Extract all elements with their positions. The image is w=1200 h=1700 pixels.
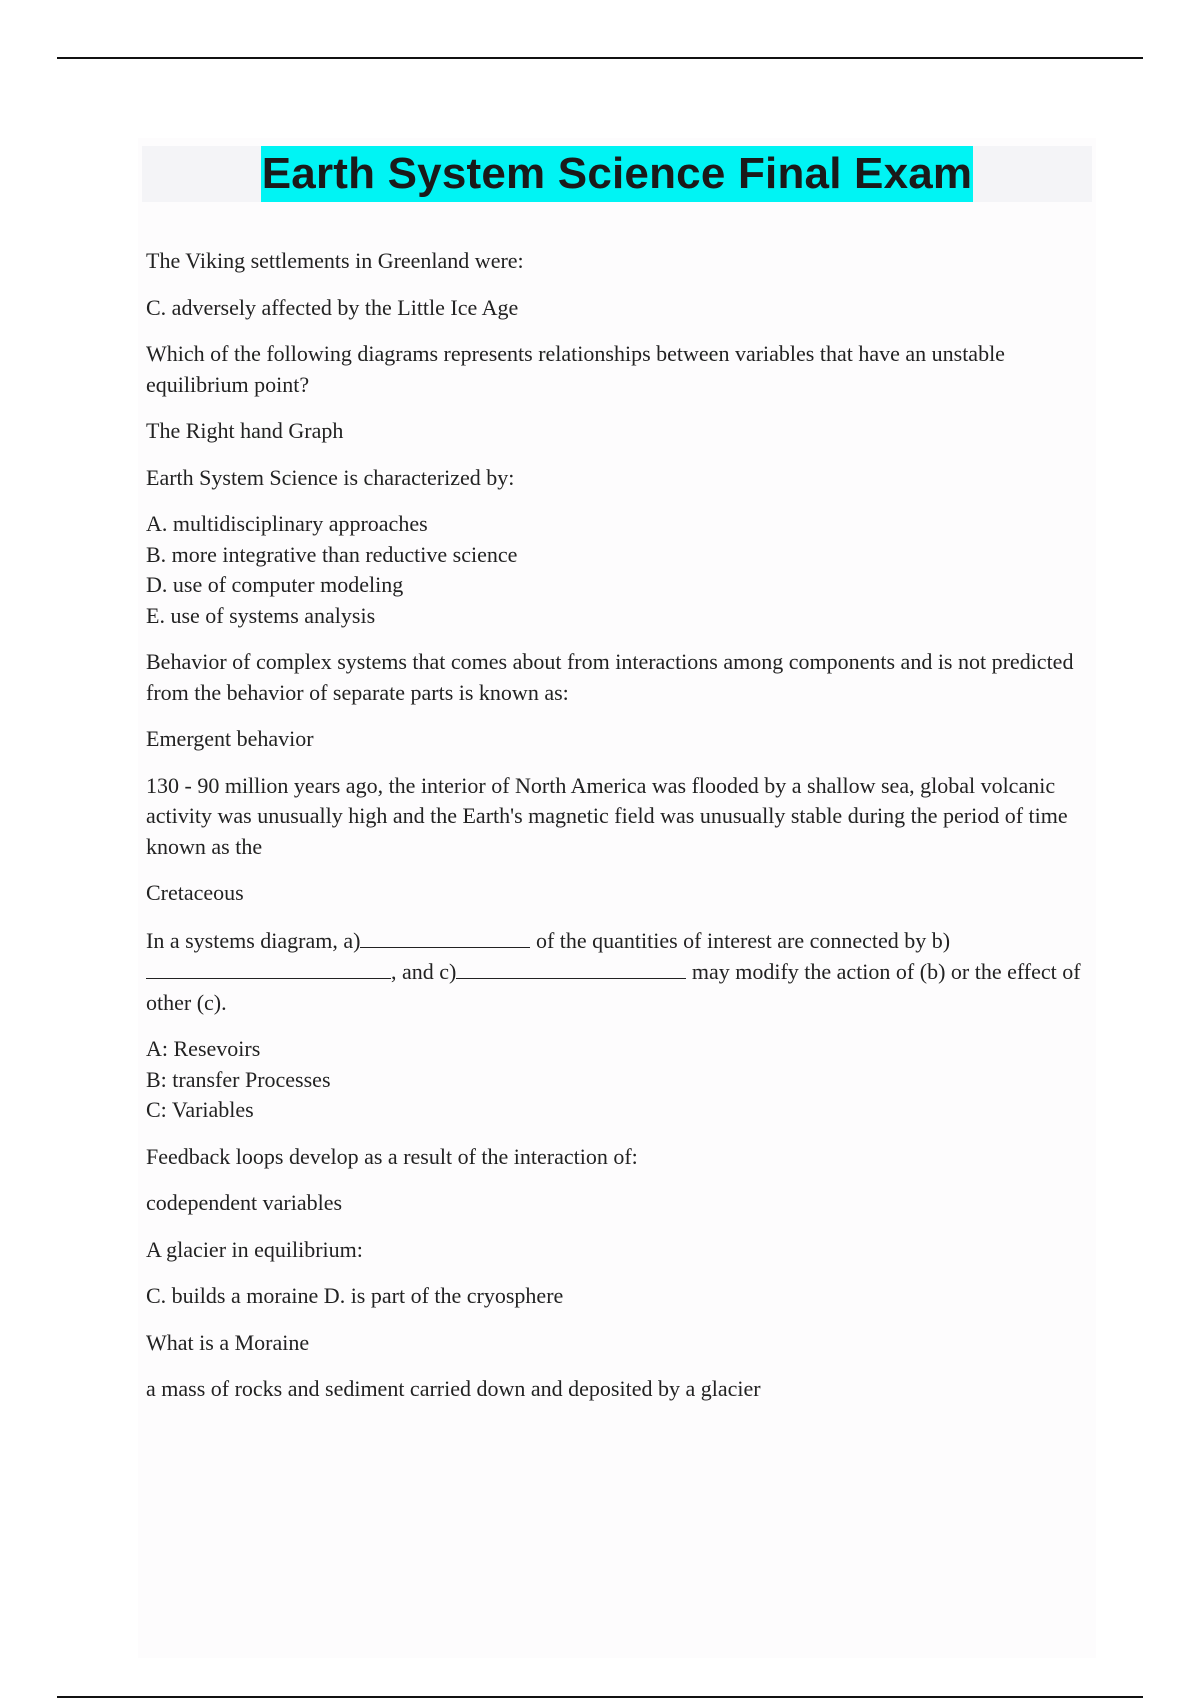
fill-in-blank-b	[146, 956, 391, 979]
question-3: Earth System Science is characterized by:	[146, 464, 515, 490]
answer-3-line: A. multidisciplinary approaches	[146, 511, 428, 536]
question-6-part: In a systems diagram, a)	[146, 927, 361, 953]
answer-6-line: C: Variables	[146, 1097, 254, 1122]
answer-6-line: A: Resevoirs	[146, 1036, 261, 1061]
answer-1: C. adversely affected by the Little Ice Age	[146, 294, 519, 320]
question-5: 130 - 90 million years ago, the interior of North America was flooded by a shallow sea, global volcanic activity was unusually high and the Earth's magnetic field was unusually stable during the period of time known as the	[146, 772, 1068, 859]
answer-9: a mass of rocks and sediment carried down and deposited by a glacier	[146, 1376, 761, 1401]
answer-3	[146, 509, 1086, 631]
question-9: What is a Moraine	[146, 1329, 310, 1355]
answer-5: Cretaceous	[146, 880, 244, 905]
answer-8: C. builds a moraine D. is part of the cryosphere	[146, 1283, 564, 1308]
question-4: Behavior of complex systems that comes about from interactions among components and is not predicted from the behavior of separate parts is known as:	[146, 649, 1074, 705]
answer-3-line: D. use of computer modeling	[146, 572, 404, 597]
answer-3-line: B. more integrative than reductive science	[146, 541, 518, 567]
fill-in-blank-a	[360, 925, 530, 948]
answer-2: The Right hand Graph	[146, 418, 344, 443]
question-8: A glacier in equilibrium:	[146, 1236, 363, 1262]
question-7: Feedback loops develop as a result of the interaction of:	[146, 1143, 638, 1169]
answer-6-line: B: transfer Processes	[146, 1066, 331, 1092]
question-2: Which of the following diagrams represents relationships between variables that have an unstable equilibrium point?	[146, 341, 1005, 397]
page-title: Earth System Science Final Exam	[261, 146, 974, 202]
question-1: The Viking settlements in Greenland were:	[146, 248, 524, 273]
question-6-part: of the quantities of interest are connected by b)	[530, 927, 951, 953]
answer-6	[146, 1034, 1086, 1126]
answer-3-line: E. use of systems analysis	[146, 602, 376, 628]
answer-7: codependent variables	[146, 1190, 343, 1215]
title-bar	[142, 146, 1092, 202]
top-rule	[57, 57, 1143, 59]
answer-4: Emergent behavior	[146, 726, 314, 751]
question-6-part: , and c)	[391, 959, 457, 984]
bottom-rule	[57, 1696, 1143, 1698]
fill-in-blank-c	[456, 956, 686, 979]
question-6-part: may modify the action of (b) or the effect of other (c).	[146, 959, 1081, 1015]
question-6	[146, 925, 1086, 1019]
exam-content	[146, 246, 1086, 1421]
